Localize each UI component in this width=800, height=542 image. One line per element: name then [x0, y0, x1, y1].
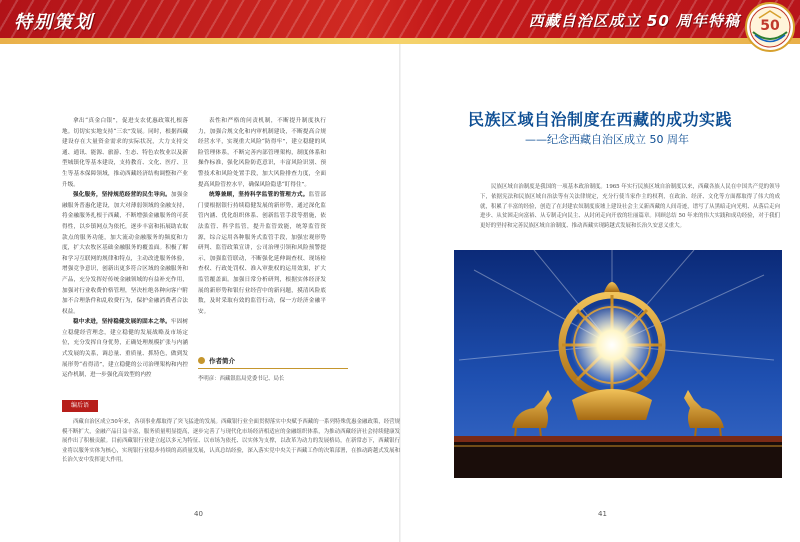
anniversary-emblem-icon	[745, 2, 795, 52]
feature-title: 西藏自治区成立 50 周年特稿	[528, 12, 740, 30]
paragraph	[62, 190, 188, 317]
intro-text: 民族区域自治制度是我国的一项基本政治制度。1965 年实行民族区域自治制度以来，西藏各族人民在中国共产党的领导下，依据宪法和民族区域自治法等有关法律规定，充分行使当家作主的权利，在政治、经济、文化等方面都取得了伟大的成就，积累了丰富的经验，创造了在封建农奴制度废墟上建设社会主义新西藏的人间奇迹，谱写了从黑暗走向光明、从落后走向进步、从贫困走向富裕、从专制走向民主、从封闭走向开放的壮丽篇章。回顾总结 50 年来的伟大实践和成功经验，对于我们更好的坚持和完善民族区域自治制度、推动西藏实现跨越式发展和长治久安意义重大。	[480, 184, 780, 230]
paragraph: 拿出“真金白银”，促进支农优惠政策扎根落地。切切实实地支持“三农”发展。同时，根据西藏建设存在大量资金需求的实际状况，大力支持交通、通讯、能源、旅游、生态、特色农牧业以及新型城镇化等基本建设，支持教育、文化、医疗、卫生等基本保障领域，推动西藏经济结构调整和产业升级。	[62, 118, 188, 188]
author-divider	[198, 368, 348, 369]
paragraph: 表性和严格的问责机制，不断提升制度执行力，加强合规文化和内审机制建设，不断提高合规经营水平，实现重大风险“防得牢”，建立稳健的风险管理体系，不断完善内部管理架构，制度体系和操作标准，强化风险防范意识，丰富风险识别、预警技术和风险处置手段，加大风险排查力度，全面提高风险管控水平，确保风险隐患“盯得住”。	[198, 118, 326, 188]
header-bar	[0, 0, 800, 38]
page-gutter	[399, 44, 401, 542]
paragraph-lead: 稳中求进，坚持稳健发展的固本之举。	[73, 319, 171, 326]
paragraph-body: 牢固树立稳健经营理念，建立稳健的发展战略及市场定位，充分发挥自身优势，正确处理规模扩张与内涵式发展的关系，调总量、重质量、抓特色，做到发展形势“看得清”，建立稳健的公司治理架构和内控运作机制，进一步强化高效型的内控	[62, 319, 188, 379]
paragraph-lead: 统筹兼顾，坚持科学监管的管理方式。	[209, 192, 309, 199]
page-number-left: 40	[194, 510, 203, 518]
left-column-2	[198, 116, 326, 348]
left-column-1	[62, 116, 188, 392]
editor-note-text: 西藏自治区成立50年来，各项事业都取得了突飞猛进的发展。西藏银行业全面贯彻落实中央赋予西藏的一系列特殊优惠金融政策，经营规模不断扩大，金融产品日益丰富，服务质量明显提高，逐步完善了与现代化市场经济相适应的金融组织体系，为推动西藏经济社会持续健康发展作出了积极贡献。目前西藏银行业建立起以多元为特征、以市场为依托、以实体为支撑，以改革为动力的发展格局，在新常态下，西藏银行业将以服务实体为核心，实现银行业稳步持续的高质量发展，认真总结经验，深入落实党中央关于西藏工作的决策部署，在推动跨越式发展和长治久安中发挥更大作用。	[62, 419, 400, 464]
section-badge: 特别策划	[14, 12, 94, 33]
dharma-wheel-photo	[454, 250, 782, 478]
paragraph-body: 加强金融服务普惠化建设，加大对薄弱领域的金融支持，将金融服务扎根于西藏，不断增强金融服务的可获得性，以乡镇网点为依托，逐步丰富和拓展助农取款点的服务功能，加大流动金融服务的频度和力度，扩大农牧区基础金融服务的覆盖面。积极了解和学习互联网的规律和特点，主动改进服务体验，增强竞争意识，创新出更多符合区域的金融服务和产品，充分发挥好传统金融领域的有益补充作用，加强对行业收费价格管理，坚决杜绝各种向客户附加不合理条件和乱收费行为，保护金融消费者合法权益。	[62, 192, 188, 315]
editor-note	[62, 418, 400, 466]
author-bullet-icon	[198, 357, 205, 364]
paragraph	[198, 190, 326, 317]
author-bio	[198, 356, 348, 404]
author-text: 李明彦：西藏银监局党委书记、局长	[198, 376, 285, 382]
article-intro	[480, 183, 780, 232]
author-heading-text: 作者简介	[209, 357, 235, 365]
editor-note-tag: 编后语	[62, 400, 98, 412]
paragraph	[62, 317, 188, 381]
article-title: 民族区域自治制度在西藏的成功实践	[468, 110, 733, 129]
author-heading	[198, 356, 348, 365]
paragraph-lead: 强化服务，坚持规范经营的民生导向。	[73, 192, 171, 199]
page-number-right: 41	[598, 510, 607, 518]
article-subtitle: ——纪念西藏自治区成立 50 周年	[525, 133, 689, 146]
paragraph-body: 监管部门要根据银行持续稳健发展的新形势，通过深化监管内涵、优化组织体系、创新监管手段等措施，依法监管、科学监管，提升监管效能，统筹监管资源，综合运用各种服务式监管手段，加强宏观形势研判、监管政策宣讲，公司治理引领和风险预警提示，加强监管联动，不断强化延伸调查权、现场检查权、行政处罚权、准入审批权的运用效果，扩大监管覆盖面。加强日常分析研判，根据实体经济发展的新形势和银行业经营中的新问题，摸清风险底数，及时采取有效的监管行动，保一方经济金融平安。	[198, 192, 326, 315]
emblem-number: 50	[760, 18, 780, 34]
